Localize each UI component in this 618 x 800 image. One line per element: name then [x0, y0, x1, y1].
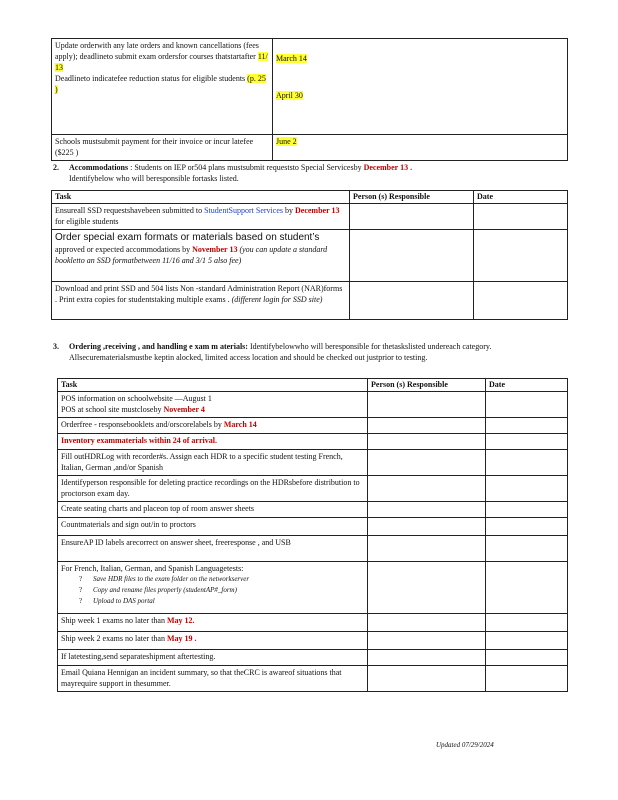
date-cell [486, 632, 568, 650]
language-steps-list [61, 574, 364, 607]
task-cell: Ship week 1 exams no later than May 12. [58, 614, 368, 632]
person-cell [368, 392, 486, 418]
date-highlight: April 30 [276, 91, 303, 100]
deadline-date: 11/ 13 [55, 52, 268, 72]
date-cell [486, 450, 568, 476]
task-cell: POS information on schoolwebsite —August 1 POS at school site mustcloseby November 4 [58, 392, 368, 418]
date-cell [486, 418, 568, 434]
bullet-icon: ? [79, 575, 83, 583]
task-cell: Update orderwith any late orders and known cancellations (fees apply); deadlineto submit exam ordersfor courses thatstartafter 11/ 13 Deadlineto indicatefee reduction status for eligible students (p. 25 ) [52, 39, 273, 135]
table-row [58, 434, 568, 450]
table-row [52, 204, 568, 230]
table-row [58, 450, 568, 476]
updated-footer: Updated 07/29/2024 [436, 741, 494, 749]
task-cell: Download and print SSD and 504 lists Non -standard Administration Report (NAR)forms . Print extra copies for studentstaking multiple exams . (different login for SSD site) [52, 282, 350, 320]
column-header: Person (s) Responsible [368, 379, 486, 392]
date-cell [486, 650, 568, 666]
deadline-date: November 4 [163, 405, 205, 414]
page-reference: (p. 25 ) [55, 74, 266, 94]
table-row [58, 632, 568, 650]
section-title: Ordering ,receiving , and handling e xam m aterials: [69, 342, 248, 351]
section-accommodations: 2. Accommodations : Students on IEP or504 plans mustsubmit requeststo Special Servicesby December 13 . Identifybelow who will beresponsible fortasks listed. [53, 163, 413, 183]
section-title: Accommodations [69, 163, 129, 172]
table-row [58, 476, 568, 502]
bullet-icon: ? [79, 597, 83, 605]
task-cell: Countmaterials and sign out/in to proctors [58, 518, 368, 536]
person-cell [368, 518, 486, 536]
task-cell: For French, Italian, German, and Spanish Languagetests: ? Save HDR files to the exam folder on the networkserver ? Copy and rename files properly (studentAP#_form) ? Upload to DAS portal [58, 562, 368, 614]
deadline-table [51, 38, 568, 161]
student-support-link[interactable]: StudentSupport Services [204, 206, 283, 215]
date-cell [486, 476, 568, 502]
table-row [58, 562, 568, 614]
person-cell [368, 562, 486, 614]
table-row [52, 230, 568, 282]
column-header: Date [474, 191, 568, 204]
date-cell [486, 518, 568, 536]
task-cell: If latetesting,send separateshipment aftertesting. [58, 650, 368, 666]
task-cell: Order special exam formats or materials based on student’s approved or expected accommodations by November 13 (you can update a standard bookletto an SSD formatbetween 11/16 and 3/1 5 also fee) [52, 230, 350, 282]
date-cell [486, 614, 568, 632]
person-cell [350, 204, 474, 230]
person-cell [368, 632, 486, 650]
deadline-date: December 13 [294, 206, 340, 215]
date-cell [486, 434, 568, 450]
exam-materials-table [57, 378, 568, 692]
table-header [58, 379, 568, 392]
person-cell [368, 502, 486, 518]
table-row [58, 650, 568, 666]
date-cell [486, 536, 568, 562]
date-highlight: June 2 [276, 137, 297, 146]
task-cell: Ship week 2 exams no later than May 19 . [58, 632, 368, 650]
date-cell [474, 204, 568, 230]
person-cell [368, 450, 486, 476]
deadline-date: November 13 [192, 245, 238, 254]
table-row [52, 39, 568, 135]
table-row [58, 666, 568, 692]
list-item: ? Copy and rename files properly (studentAP#_form) [79, 586, 237, 594]
task-cell: Create seating charts and placeon top of room answer sheets [58, 502, 368, 518]
person-cell [350, 230, 474, 282]
table-row [58, 518, 568, 536]
table-row [58, 392, 568, 418]
date-cell [486, 562, 568, 614]
person-cell [350, 282, 474, 320]
person-cell [368, 650, 486, 666]
table-row [58, 536, 568, 562]
date-cell [474, 230, 568, 282]
date-cell [273, 135, 568, 161]
table-header [52, 191, 568, 204]
date-cell [486, 392, 568, 418]
list-item: ? Save HDR files to the exam folder on the networkserver [79, 575, 250, 583]
date-cell [486, 666, 568, 692]
person-cell [368, 434, 486, 450]
deadline-date: March 14 [223, 420, 257, 429]
person-cell [368, 666, 486, 692]
task-cell: EnsureAP ID labels arecorrect on answer sheet, freeresponse , and USB [58, 536, 368, 562]
task-cell: Orderfree - responsebooklets and/orscorelabels by March 14 [58, 418, 368, 434]
person-cell [368, 536, 486, 562]
accommodations-table [51, 190, 568, 320]
table-row [58, 502, 568, 518]
date-cell [474, 282, 568, 320]
task-cell: Identifyperson responsible for deleting practice recordings on the HDRsbefore distribution to proctorson exam day. [58, 476, 368, 502]
task-cell: Email Quiana Hennigan an incident summary, so that theCRC is awareof situations that mayrequire support in thesummer. [58, 666, 368, 692]
person-cell [368, 418, 486, 434]
column-header: Task [52, 191, 350, 204]
deadline-date: May 19 . [166, 634, 197, 643]
bullet-icon: ? [79, 586, 83, 594]
task-cell: Ensureall SSD requestshavebeen submitted to StudentSupport Services by December 13 for eligible students [52, 204, 350, 230]
table-row [52, 135, 568, 161]
person-cell [368, 476, 486, 502]
deadline-date: December 13 . [363, 163, 413, 172]
person-cell [368, 614, 486, 632]
task-cell: Schools mustsubmit payment for their invoice or incur latefee ($225 ) [52, 135, 273, 161]
table-row [58, 614, 568, 632]
column-header: Person (s) Responsible [350, 191, 474, 204]
date-cell [486, 502, 568, 518]
row-heading: Order special exam formats or materials based on student’s [55, 232, 320, 243]
deadline-date: May 12. [166, 616, 195, 625]
date-highlight: March 14 [276, 54, 307, 63]
date-cell [273, 39, 568, 135]
section-exam-materials: 3. Ordering ,receiving , and handling e xam m aterials: Identifybelowwho will beresponsible for thetaskslisted undereach category. Allsecurematerialsmustbe keptin alocked, limited access location and should be checked out justprior to testing. [53, 342, 492, 362]
task-cell: Fill outHDRLog with recorder#s. Assign each HDR to a specific student testing French, Italian, German ,and/or Spanish [58, 450, 368, 476]
table-row [58, 418, 568, 434]
column-header: Task [58, 379, 368, 392]
list-item: ? Upload to DAS portal [79, 597, 155, 605]
task-cell: Inventory exammaterials within 24 of arrival. [58, 434, 368, 450]
column-header: Date [486, 379, 568, 392]
table-row [52, 282, 568, 320]
